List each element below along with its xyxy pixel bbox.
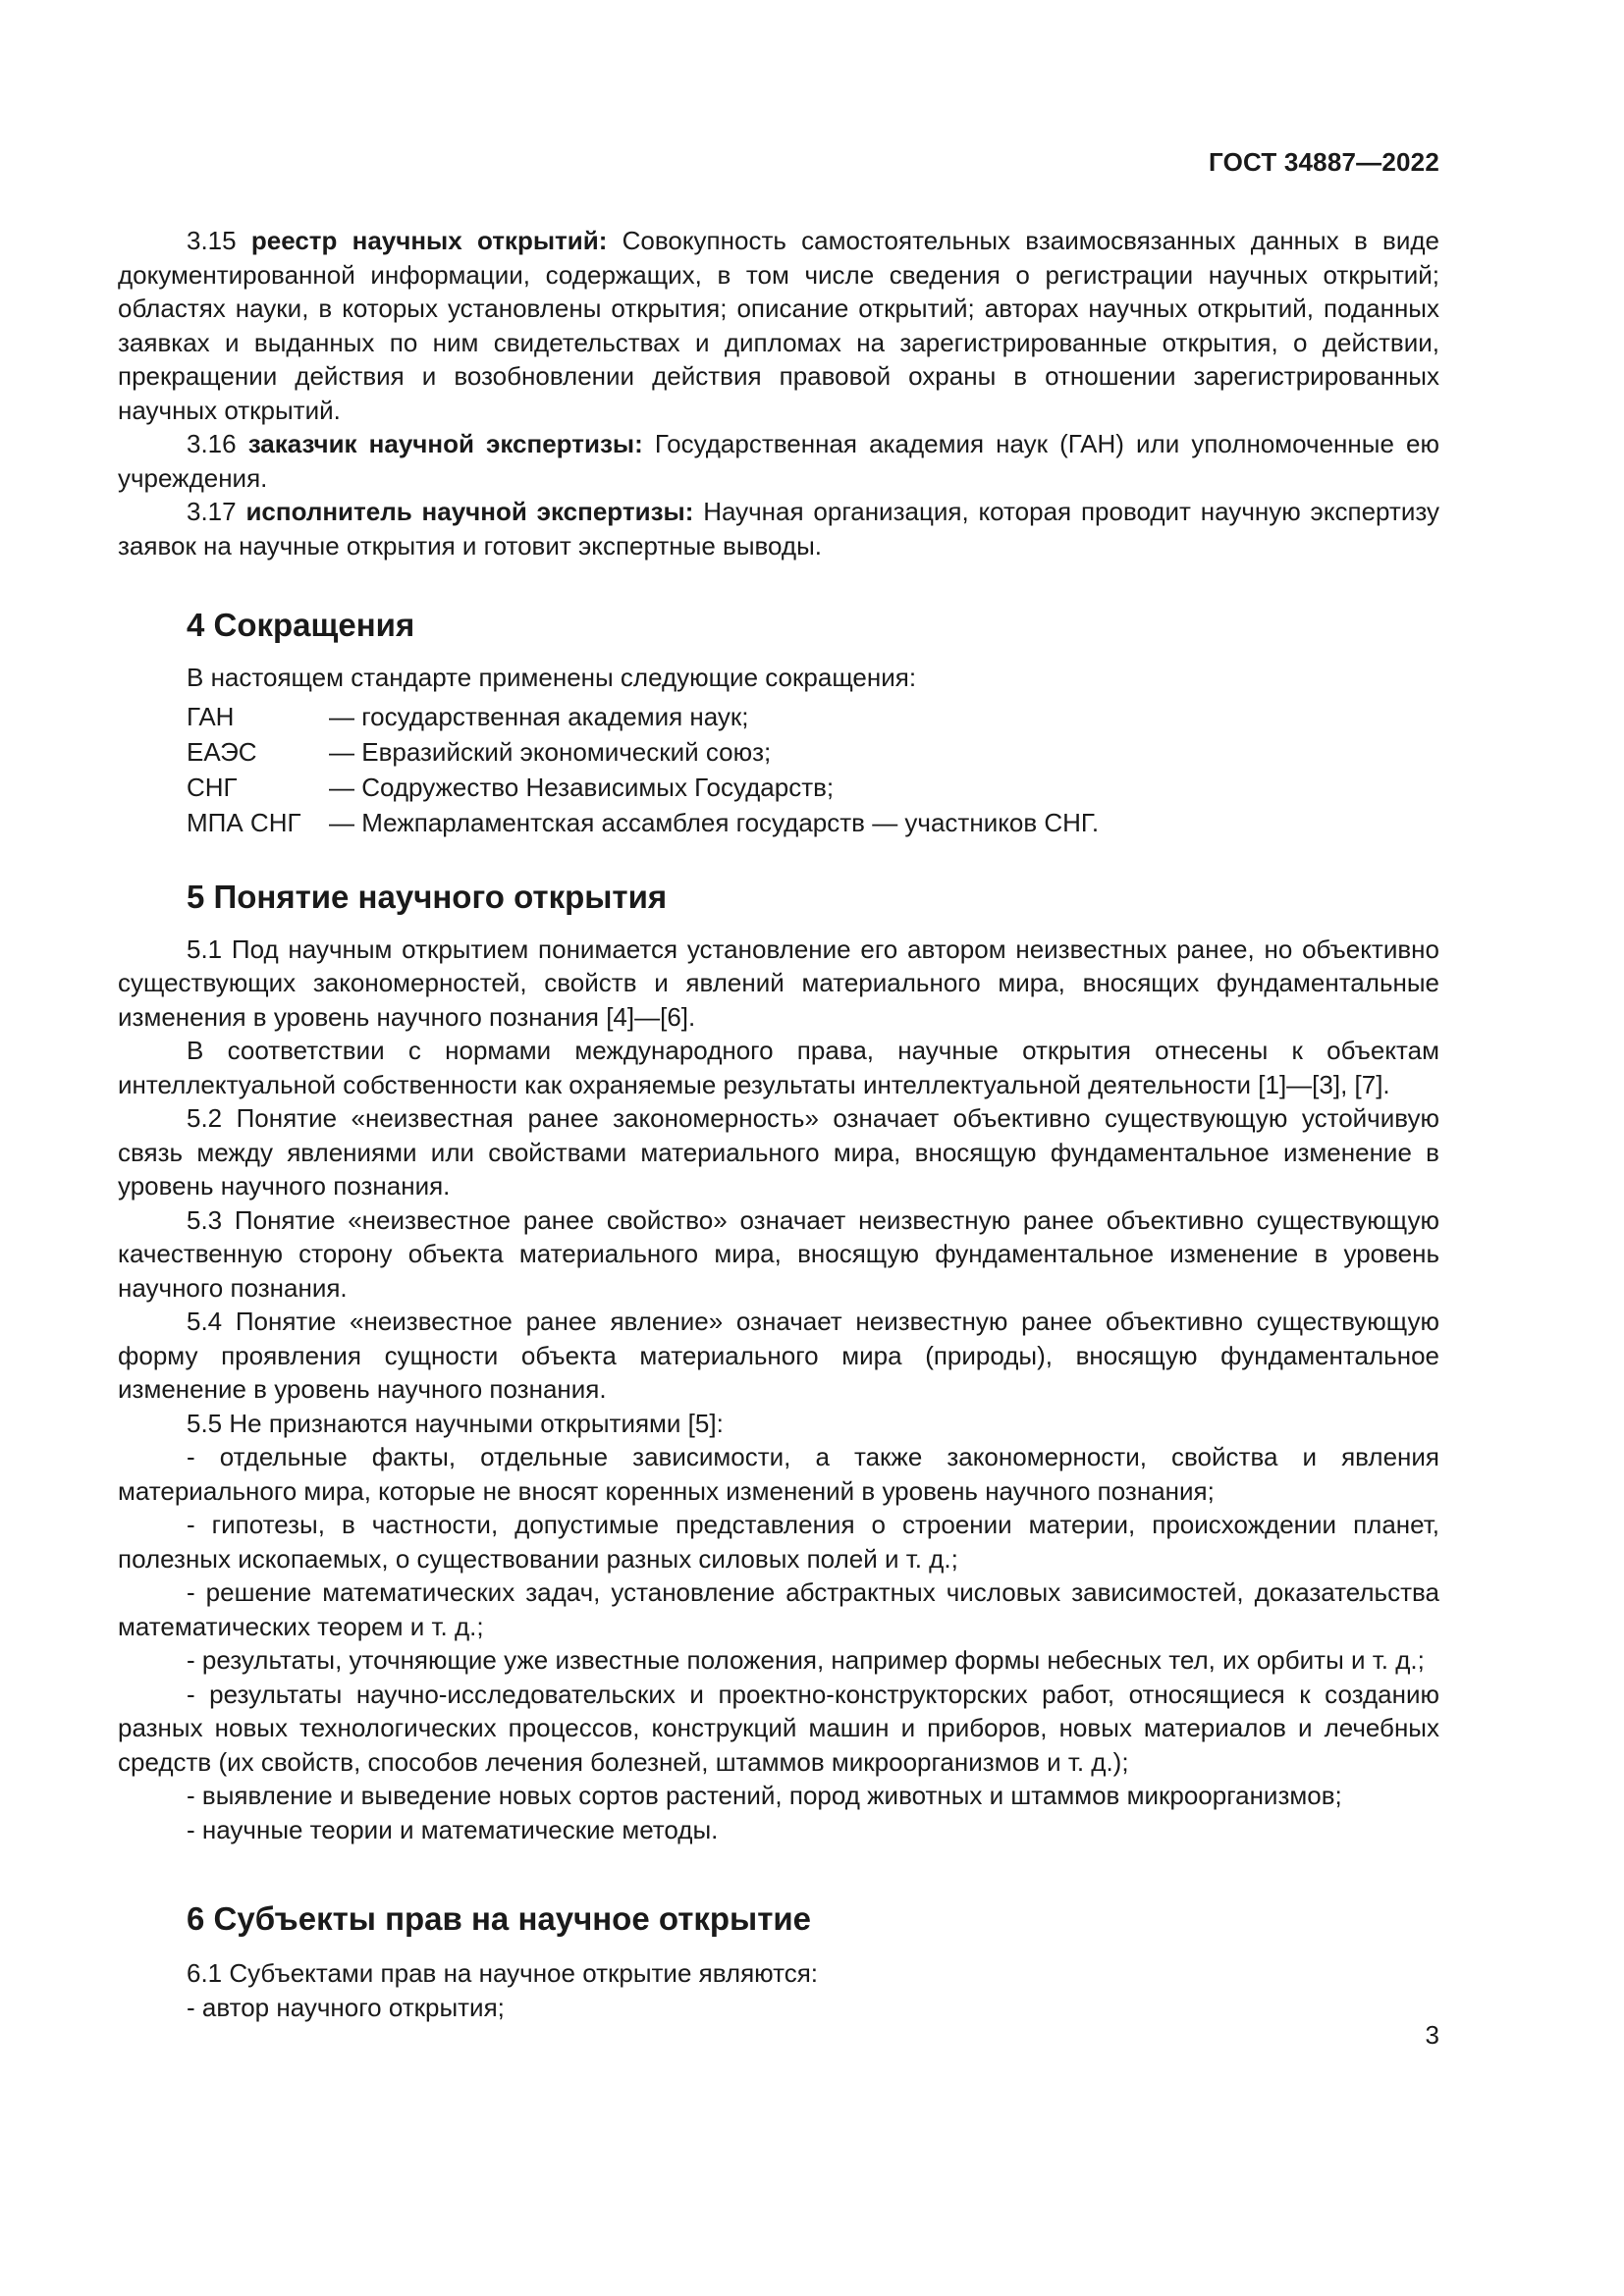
document-body bbox=[118, 224, 1439, 2024]
list-item: - выявление и выведение новых сортов растений, пород животных и штаммов микроорганизмов; bbox=[187, 1781, 1342, 1810]
document-code: ГОСТ 34887—2022 bbox=[1209, 147, 1439, 177]
term-name: исполнитель научной экспертизы: bbox=[245, 497, 694, 526]
paragraph: 5.3 Понятие «неизвестное ранее свойство» означает неизвестную ранее объективно существующую качественную сторону объекта материального мира, вносящую фундаментальное изменение в уровень научного познания. bbox=[118, 1204, 1439, 1303]
term-number: 3.17 bbox=[187, 497, 237, 526]
abbreviation-text: — Содружество Независимых Государств; bbox=[329, 772, 835, 802]
list-item: - результаты, уточняющие уже известные положения, например формы небесных тел, их орбиты и т. д.; bbox=[187, 1645, 1425, 1675]
section-5-heading: 5 Понятие научного открытия bbox=[187, 878, 668, 915]
term-3-17 bbox=[118, 495, 1439, 562]
abbreviation-row bbox=[118, 805, 1439, 840]
paragraph: 5.2 Понятие «неизвестная ранее закономерность» означает объективно существующую устойчивую связь между явлениями или свойствами материального мира, вносящую фундаментальное изменение в уровень научного познания. bbox=[118, 1103, 1439, 1201]
page-number: 3 bbox=[1425, 2020, 1439, 2050]
abbreviation-text: — Межпарламентская ассамблея государств — участников СНГ. bbox=[329, 807, 1100, 837]
paragraph: 5.4 Понятие «неизвестное ранее явление» означает неизвестную ранее объективно существующую форму проявления сущности объекта материального мира (природы), вносящую фундаментальное изменение в уровень научного познания. bbox=[118, 1307, 1439, 1404]
abbreviation-text: — государственная академия наук; bbox=[329, 701, 749, 731]
list-item: - решение математических задач, установление абстрактных числовых зависимостей, доказательства математических теорем и т. д.; bbox=[118, 1577, 1439, 1641]
section-6-heading: 6 Субъекты прав на научное открытие bbox=[187, 1900, 812, 1937]
abbreviation-code: ЕАЭС bbox=[187, 736, 257, 767]
term-3-15 bbox=[118, 224, 1439, 427]
term-definition: Научная организация, которая проводит научную экспертизу заявок на научные открытия и готовит экспертные выводы. bbox=[118, 497, 1439, 561]
term-name: заказчик научной экспертизы: bbox=[247, 429, 643, 458]
list-item: - результаты научно-исследовательских и проектно-конструкторских работ, относящиеся к созданию разных новых технологических процессов, конструкций машин и приборов, новых материалов и лечебных средств (их свойств, способов лечения болезней, штаммов микроорганизмов и т. д.); bbox=[118, 1679, 1439, 1777]
section-4-heading: 4 Сокращения bbox=[187, 607, 415, 643]
abbreviation-row bbox=[118, 770, 1439, 805]
abbreviations-intro: В настоящем стандарте применены следующие сокращения: bbox=[187, 663, 917, 692]
paragraph: В соответствии с нормами международного права, научные открытия отнесены к объектам интеллектуальной собственности как охраняемые результаты интеллектуальной деятельности [1]—[3], [7]. bbox=[118, 1036, 1439, 1099]
list-item: - гипотезы, в частности, допустимые представления о строении материи, происхождении планет, полезных ископаемых, о существовании разных силовых полей и т. д.; bbox=[118, 1510, 1439, 1574]
term-name: реестр научных открытий: bbox=[250, 226, 608, 255]
paragraph: 5.1 Под научным открытием понимается установление его автором неизвестных ранее, но объективно существующих закономерностей, свойств и явлений материального мира, вносящих фундаментальные изменения в уровень научного познания [4]—[6]. bbox=[118, 934, 1439, 1032]
abbreviation-text: — Евразийский экономический союз; bbox=[329, 736, 772, 767]
list-item: - научные теории и математические методы. bbox=[187, 1814, 719, 1844]
term-3-16 bbox=[118, 427, 1439, 495]
list-item: - автор научного открытия; bbox=[187, 1992, 505, 2022]
paragraph: 5.5 Не признаются научными открытиями [5]: bbox=[187, 1408, 724, 1438]
abbreviation-row bbox=[118, 734, 1439, 770]
abbreviation-row bbox=[118, 699, 1439, 734]
term-number: 3.15 bbox=[187, 226, 237, 255]
term-definition: Государственная академия наук (ГАН) или уполномоченные ею учреждения. bbox=[118, 429, 1439, 493]
abbreviation-code: ГАН bbox=[187, 701, 235, 731]
paragraph: 6.1 Субъектами прав на научное открытие являются: bbox=[187, 1958, 819, 1988]
term-definition: Совокупность самостоятельных взаимосвязанных данных в виде документированной информации, содержащих, в том числе сведения о регистрации научных открытий; областях науки, в которых установлены открытия; описание открытий; авторах научных открытий, поданных заявках и выданных по ним свидетельствах и дипломах на зарегистрированные открытия, о действии, прекращении действия и возобновлении действия правовой охраны в отношении зарегистрированных научных открытий. bbox=[118, 226, 1439, 425]
abbreviation-code: МПА СНГ bbox=[187, 807, 301, 837]
list-item: - отдельные факты, отдельные зависимости, а также закономерности, свойства и явления материального мира, которые не вносят коренных изменений в уровень научного познания; bbox=[118, 1442, 1439, 1506]
abbreviation-code: СНГ bbox=[187, 772, 238, 802]
term-number: 3.16 bbox=[187, 429, 237, 458]
